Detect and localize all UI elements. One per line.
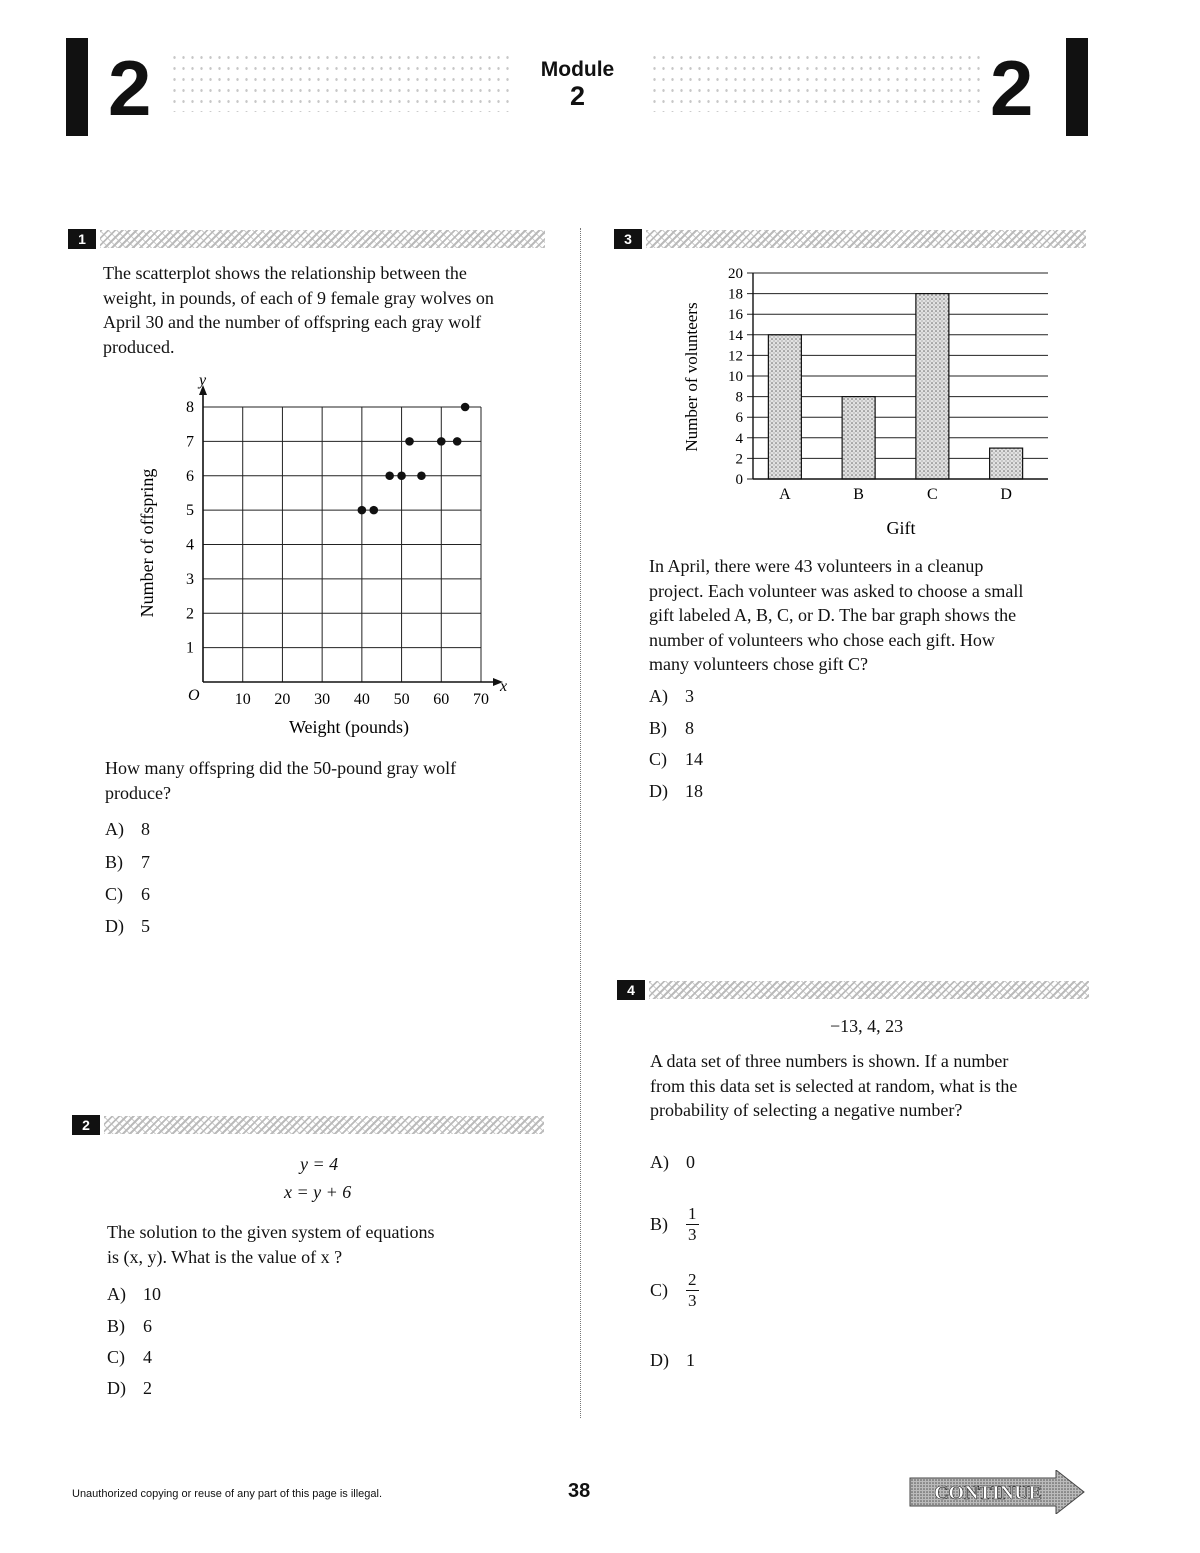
y-tick-label: 3	[186, 570, 194, 588]
fraction-numerator: 1	[688, 1204, 697, 1223]
question-number: 4	[617, 980, 645, 1000]
y-tick-label: 14	[728, 327, 743, 344]
data-point	[358, 506, 367, 515]
choice-b[interactable]	[650, 1204, 699, 1245]
question-number: 1	[68, 229, 96, 249]
copyright-notice: Unauthorized copying or reuse of any part of this page is illegal.	[72, 1488, 383, 1500]
choice-letter: D)	[105, 916, 124, 936]
scatter-points	[358, 403, 470, 515]
choice-a[interactable]	[105, 819, 150, 840]
x-category-label: A	[779, 486, 791, 503]
bar-B	[842, 397, 875, 479]
x-tick-label: 10	[234, 691, 251, 708]
question-1-prompt	[105, 756, 565, 805]
choice-letter: C)	[105, 884, 123, 904]
data-point	[397, 471, 406, 480]
y-tick-label: 12	[728, 348, 743, 365]
choice-c[interactable]	[650, 1270, 699, 1311]
text-line: many volunteers chose gift C?	[649, 654, 868, 674]
choice-b[interactable]	[107, 1316, 152, 1337]
choice-b[interactable]	[105, 852, 150, 873]
choice-letter: B)	[649, 718, 667, 738]
question-2-prompt	[107, 1220, 567, 1269]
choice-value: 6	[141, 884, 150, 904]
text-line: number of volunteers who chose each gift. How	[649, 629, 995, 650]
choice-value: 8	[141, 819, 150, 839]
question-3-prompt	[649, 554, 1089, 677]
choice-d[interactable]	[650, 1350, 695, 1371]
y-tick-label: 16	[728, 307, 743, 324]
choice-letter: C)	[649, 749, 667, 769]
data-point	[437, 437, 446, 446]
choice-c[interactable]	[105, 884, 150, 905]
question-3-header	[614, 229, 1089, 249]
bar-A	[768, 335, 801, 479]
text-line: from this data set is selected at random, what is the	[650, 1075, 1018, 1096]
choice-letter: A)	[107, 1284, 126, 1304]
y-axis-variable: y	[199, 372, 207, 389]
continue-label: CONTINUE	[934, 1482, 1042, 1504]
right-header-bar	[1066, 38, 1088, 136]
y-axis-label: Number of volunteers	[682, 302, 701, 452]
text-line: The scatterplot shows the relationship between the	[103, 263, 467, 283]
choice-value: 8	[685, 718, 694, 738]
choice-letter: D)	[649, 781, 668, 801]
choice-d[interactable]	[105, 916, 150, 937]
choice-letter: A)	[105, 819, 124, 839]
text-line: April 30 and the number of offspring each gray wolf	[103, 312, 482, 332]
right-section-number: 2	[990, 44, 1034, 132]
header-pattern	[104, 1116, 544, 1134]
choice-value: 1	[686, 1350, 695, 1370]
header-pattern	[100, 230, 545, 248]
fraction-numerator: 2	[688, 1270, 697, 1289]
choice-a[interactable]	[107, 1284, 161, 1305]
text-line: In April, there were 43 volunteers in a cleanup	[649, 556, 984, 576]
text-line: How many offspring did the 50-pound gray wolf	[105, 758, 457, 778]
y-tick-label: 10	[728, 369, 743, 385]
choice-letter: D)	[650, 1350, 669, 1370]
fraction-denominator: 3	[688, 1291, 697, 1310]
y-tick-label: 8	[735, 389, 743, 406]
text-line: A data set of three numbers is shown. If a number	[650, 1051, 1009, 1071]
data-point	[417, 471, 426, 480]
header-pattern	[649, 981, 1089, 999]
header-dots-left	[170, 52, 510, 112]
x-tick-label: 30	[314, 691, 331, 708]
x-tick-label: 20	[274, 691, 291, 708]
question-4-header	[617, 980, 1092, 1000]
scatterplot	[120, 370, 520, 740]
header-pattern	[646, 230, 1086, 248]
y-tick-label: 2	[735, 451, 743, 468]
x-tick-label: 40	[353, 691, 370, 708]
choice-b[interactable]	[649, 718, 694, 739]
x-axis-label: Gift	[886, 518, 916, 538]
choice-value: 5	[141, 916, 150, 936]
choice-d[interactable]	[649, 781, 703, 802]
y-axis-label: Number of offspring	[137, 468, 157, 618]
left-section-number: 2	[108, 44, 152, 132]
header-dots-right	[650, 52, 980, 112]
choice-letter: C)	[107, 1347, 125, 1367]
scatter-grid	[203, 407, 481, 682]
origin-label: O	[188, 687, 200, 704]
choice-letter: B)	[107, 1316, 125, 1336]
choice-value: 18	[685, 781, 703, 801]
data-point	[369, 506, 378, 515]
continue-arrow-icon[interactable]	[908, 1470, 1088, 1514]
data-point	[453, 437, 462, 446]
x-category-label: C	[927, 486, 938, 503]
text-line: produce?	[105, 782, 171, 803]
question-2-header	[72, 1115, 552, 1135]
choice-value: 6	[143, 1316, 152, 1336]
choice-value: 7	[141, 852, 150, 872]
text-line: weight, in pounds, of each of 9 female gray wolves on	[103, 287, 494, 308]
y-tick-label: 2	[186, 605, 194, 623]
choice-letter: A)	[649, 686, 668, 706]
fraction-two-thirds	[686, 1270, 699, 1311]
scatter-axes	[199, 385, 503, 686]
x-category-label: B	[853, 486, 864, 503]
question-number: 3	[614, 229, 642, 249]
y-tick-label: 7	[186, 433, 194, 451]
x-tick-label: 70	[473, 691, 489, 708]
data-point	[385, 471, 394, 480]
choice-c[interactable]	[107, 1347, 152, 1368]
choice-value: 10	[143, 1284, 161, 1304]
y-tick-label: 4	[735, 430, 743, 447]
fraction-denominator: 3	[688, 1225, 697, 1244]
y-tick-label: 0	[735, 472, 743, 488]
scatter-tick-labels	[186, 399, 489, 708]
choice-letter: B)	[105, 852, 123, 872]
bars	[768, 294, 1022, 479]
choice-value: 2	[143, 1378, 152, 1398]
y-tick-label: 5	[186, 502, 194, 520]
choice-value: 14	[685, 749, 703, 769]
text-line: project. Each volunteer was asked to choose a small	[649, 580, 1024, 601]
y-tick-label: 4	[186, 536, 194, 554]
data-point	[405, 437, 414, 446]
choice-a[interactable]	[650, 1152, 695, 1173]
question-1-header	[68, 229, 548, 249]
x-tick-label: 50	[393, 691, 410, 708]
x-tick-label: 60	[433, 691, 450, 708]
choice-letter: D)	[107, 1378, 126, 1398]
choice-letter: C)	[650, 1280, 668, 1300]
choice-value: 4	[143, 1347, 152, 1367]
choice-a[interactable]	[649, 686, 694, 707]
equation-1: y = 4	[300, 1154, 339, 1174]
question-1-intro	[103, 261, 563, 359]
x-category-label: D	[1000, 486, 1012, 503]
bar-C	[916, 294, 949, 479]
choice-value: 3	[685, 686, 694, 706]
left-header-bar	[66, 38, 88, 136]
choice-value: 0	[686, 1152, 695, 1172]
equation-2: x = y + 6	[284, 1182, 352, 1202]
y-tick-label: 6	[186, 467, 194, 485]
question-number: 2	[72, 1115, 100, 1135]
text-line: probability of selecting a negative number?	[650, 1100, 963, 1120]
choice-letter: A)	[650, 1152, 669, 1172]
text-line: gift labeled A, B, C, or D. The bar graph shows the	[649, 605, 1017, 625]
bar-D	[990, 448, 1023, 479]
data-set: −13, 4, 23	[830, 1016, 904, 1036]
text-line: is (x, y). What is the value of x ?	[107, 1246, 343, 1267]
module-heading	[520, 58, 635, 110]
x-axis-variable: x	[500, 678, 508, 695]
y-tick-label: 8	[186, 399, 194, 416]
x-axis-label: Weight (pounds)	[288, 717, 410, 737]
page-number: 38	[568, 1480, 591, 1502]
y-tick-label: 18	[728, 286, 743, 303]
fraction-one-third	[686, 1204, 699, 1245]
choice-letter: B)	[650, 1214, 668, 1234]
column-divider	[580, 228, 581, 1418]
bar-graph	[675, 262, 1065, 542]
module-number: 2	[569, 81, 586, 111]
y-tick-label: 6	[735, 410, 743, 427]
question-4-prompt	[650, 1049, 1090, 1123]
choice-c[interactable]	[649, 749, 703, 770]
y-tick-label: 20	[728, 266, 743, 282]
text-line: produced.	[103, 336, 175, 357]
data-point	[461, 403, 470, 412]
choice-d[interactable]	[107, 1378, 152, 1399]
text-line: The solution to the given system of equations	[107, 1222, 435, 1242]
module-label: Module	[540, 58, 615, 81]
y-tick-label: 1	[186, 639, 194, 657]
